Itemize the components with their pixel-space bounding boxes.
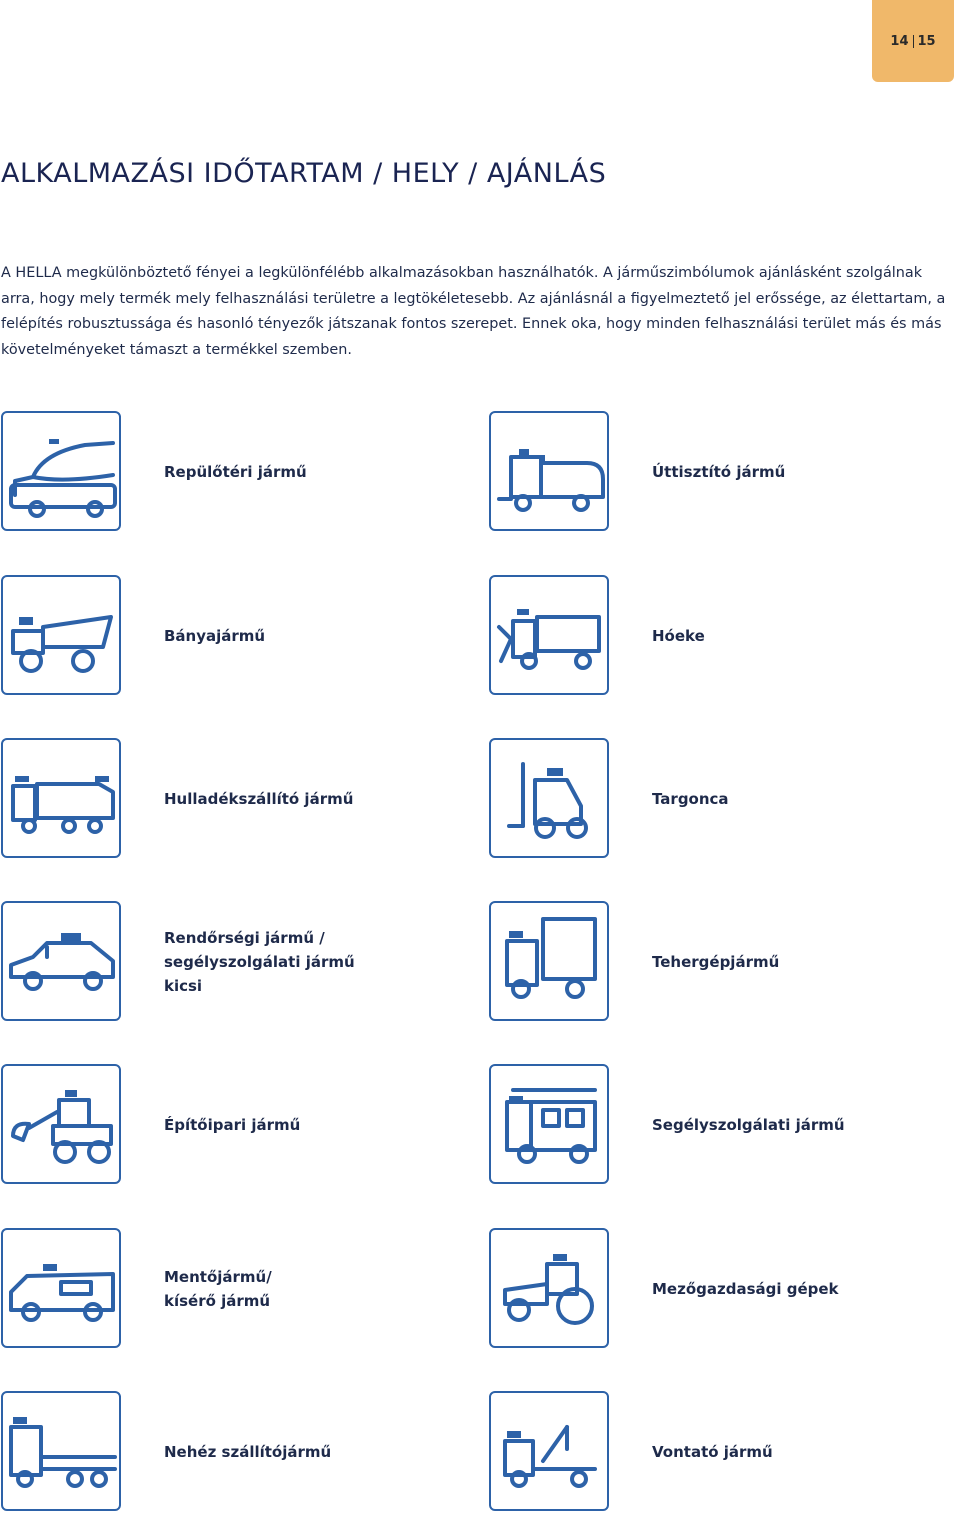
vehicle-item-police-car	[0, 901, 470, 1023]
vehicle-label: Hulladékszállító jármű	[164, 790, 354, 808]
vehicle-label: Hóeke	[652, 627, 705, 645]
vehicle-item-tow-truck	[488, 1391, 958, 1513]
page-number-left: 14	[890, 33, 909, 49]
construction-vehicle-icon	[1, 1064, 121, 1184]
vehicle-label: Mezőgazdasági gépek	[652, 1280, 839, 1298]
vehicle-label: Nehéz szállítójármű	[164, 1443, 332, 1461]
vehicle-item-construction	[0, 1064, 470, 1186]
emergency-vehicle-icon	[489, 1064, 609, 1184]
vehicle-label: Bányajármű	[164, 627, 266, 645]
street-sweeper-icon	[489, 411, 609, 531]
ambulance-icon	[1, 1228, 121, 1348]
vehicle-item-airport	[0, 411, 470, 533]
vehicle-item-ambulance	[0, 1228, 470, 1350]
airport-vehicle-icon	[1, 411, 121, 531]
heavy-transporter-icon	[1, 1391, 121, 1511]
garbage-truck-icon	[1, 738, 121, 858]
page-title: ALKALMAZÁSI IDŐTARTAM / HELY / AJÁNLÁS	[1, 158, 607, 189]
forklift-icon	[489, 738, 609, 858]
vehicle-item-emergency	[488, 1064, 958, 1186]
vehicle-item-snow-plough	[488, 575, 958, 697]
vehicle-label: Repülőtéri jármű	[164, 463, 307, 481]
snow-plough-icon	[489, 575, 609, 695]
vehicle-label: Vontató jármű	[652, 1443, 773, 1461]
vehicle-item-garbage-truck	[0, 738, 470, 860]
vehicle-item-mining	[0, 575, 470, 697]
vehicle-label: Tehergépjármű	[652, 953, 780, 971]
vehicle-label: Rendőrségi jármű / segélyszolgálati jármű kicsi	[164, 929, 355, 995]
vehicle-item-forklift	[488, 738, 958, 860]
intro-paragraph: A HELLA megkülönböztető fényei a legkülönfélébb alkalmazásokban használhatók. A járműszimbólumok ajánlásként szolgálnak arra, hogy mely termék mely felhasználási területre a legtökéletesebb. Az ajánlásnál a figyelmeztető jel erőssége, az élettartam, a felépítés robusztussága és hasonló tényezők játszanak fontos szerepet. Ennek oka, hogy minden felhasználási terület más és más követelményeket támaszt a termékkel szemben.	[1, 265, 946, 358]
vehicle-item-tractor	[488, 1228, 958, 1350]
vehicle-label: Építőipari jármű	[164, 1116, 301, 1134]
vehicle-item-street-sweeper	[488, 411, 958, 533]
vehicle-label: Targonca	[652, 790, 729, 808]
page-number-right: 15	[917, 33, 936, 49]
vehicle-item-truck	[488, 901, 958, 1023]
tractor-icon	[489, 1228, 609, 1348]
vehicle-label: Úttisztító jármű	[652, 463, 786, 481]
vehicle-label: Mentőjármű/ kísérő jármű	[164, 1268, 272, 1310]
vehicle-label: Segélyszolgálati jármű	[652, 1116, 845, 1134]
truck-icon	[489, 901, 609, 1021]
police-car-icon	[1, 901, 121, 1021]
vehicle-item-heavy-transporter	[0, 1391, 470, 1513]
mining-vehicle-icon	[1, 575, 121, 695]
tow-truck-icon	[489, 1391, 609, 1511]
